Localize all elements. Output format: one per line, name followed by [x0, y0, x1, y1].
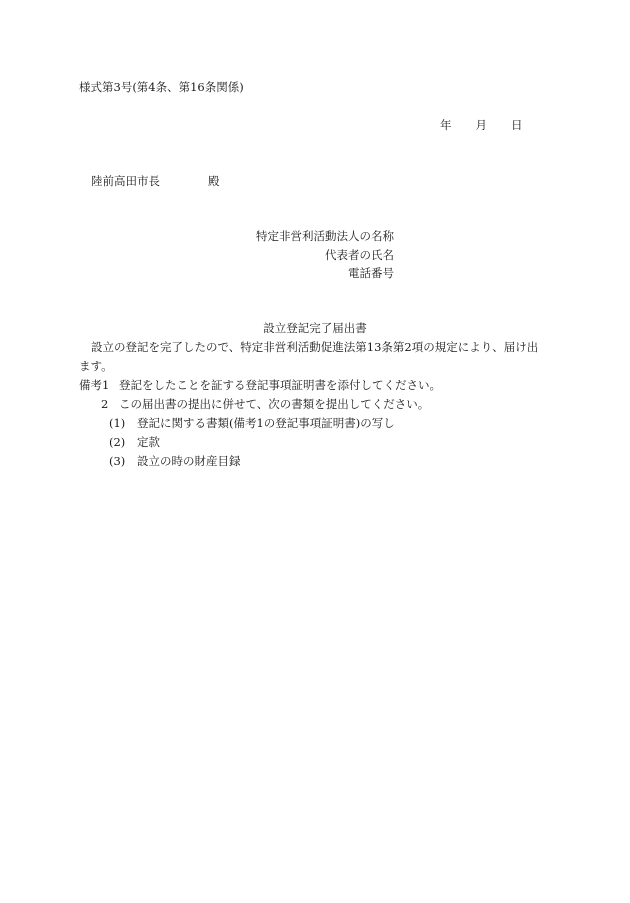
list-item: [109, 437, 160, 449]
list-item: [109, 456, 241, 468]
note-1: [79, 380, 441, 392]
note-1-text: 登記をしたことを証する登記事項証明書を添付してください。: [119, 378, 441, 392]
note-2-text: この届出書の提出に併せて、次の書類を提出してください。: [119, 397, 430, 411]
list-item-number: (2): [109, 435, 126, 449]
date-line: [440, 120, 523, 132]
addressee-honorific: 殿: [208, 174, 220, 188]
date-month-blank: [452, 120, 476, 132]
document-title: 設立登記完了届出書: [263, 321, 367, 335]
list-item: [109, 418, 395, 430]
applicant-org-name-label: 特定非営利活動法人の名称: [256, 229, 394, 243]
list-item-text: 登記に関する書類(備考1の登記事項証明書)の写し: [137, 416, 395, 430]
list-item-text: 設立の時の財産目録: [137, 454, 241, 468]
form-number: 様式第3号(第4条、第16条関係): [79, 80, 244, 94]
addressee: [91, 176, 220, 188]
date-month-label: 月: [475, 118, 487, 132]
addressee-name: 陸前高田市長: [91, 174, 160, 188]
date-day-label: 日: [511, 118, 523, 132]
body-text-line-2: ます。: [79, 359, 113, 373]
applicant-phone-label: 電話番号: [348, 266, 394, 280]
addressee-blank: [160, 176, 208, 188]
list-item-text: 定款: [137, 435, 160, 449]
note-1-prefix: 備考1: [79, 378, 110, 392]
list-item-number: (3): [109, 454, 126, 468]
note-2-prefix: 2: [101, 397, 109, 411]
note-2: [101, 399, 429, 411]
body-text-line-1: 設立の登記を完了したので、特定非営利活動促進法第13条第2項の規定により、届け出: [91, 340, 539, 354]
applicant-representative-label: 代表者の氏名: [325, 248, 394, 262]
date-day-blank: [487, 120, 511, 132]
list-item-number: (1): [109, 416, 126, 430]
date-year-label: 年: [440, 118, 452, 132]
